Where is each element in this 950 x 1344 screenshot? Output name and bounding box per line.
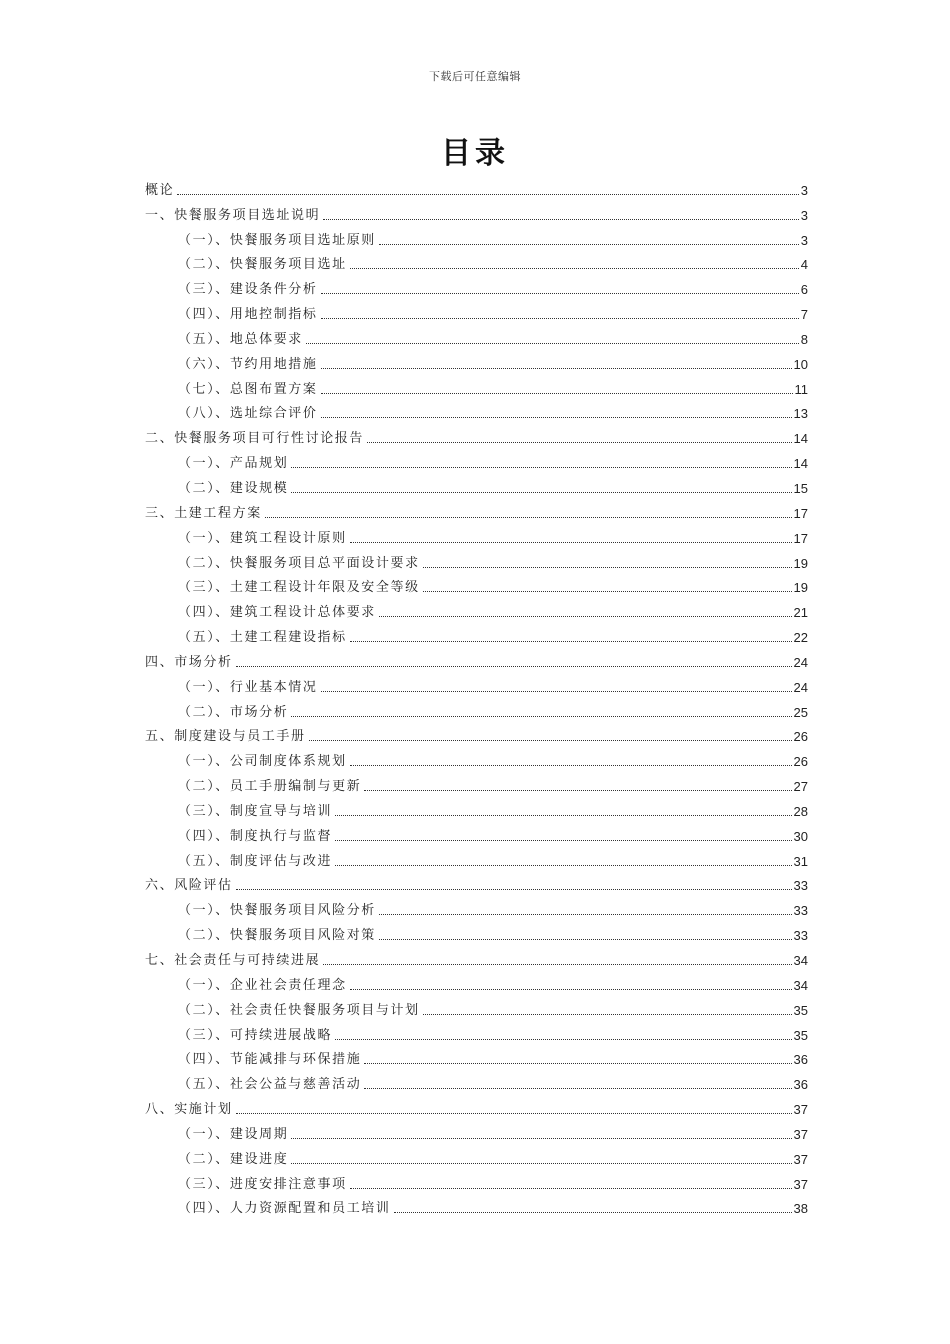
toc-entry[interactable] <box>145 299 808 324</box>
toc-entry[interactable] <box>145 895 808 920</box>
toc-entry-label: （二）、市场分析 <box>178 704 289 720</box>
toc-dot-leader <box>321 690 792 692</box>
toc-entry-label: （三）、土建工程设计年限及安全等级 <box>178 580 420 596</box>
toc-entry-page-number: 6 <box>800 282 808 298</box>
toc-entry-page-number: 25 <box>793 704 808 720</box>
toc-entry-page-number: 35 <box>793 1002 808 1018</box>
toc-entry-page-number: 37 <box>793 1102 808 1118</box>
toc-entry-label: （二）、建设进度 <box>178 1151 289 1167</box>
toc-entry[interactable] <box>145 697 808 722</box>
toc-entry[interactable] <box>145 399 808 424</box>
toc-dot-leader <box>379 913 792 915</box>
toc-entry[interactable] <box>145 1144 808 1169</box>
toc-dot-leader <box>177 193 799 195</box>
toc-dot-leader <box>321 416 792 418</box>
toc-entry-label: 五、制度建设与员工手册 <box>145 729 306 745</box>
toc-entry-label: （五）、土建工程建设指标 <box>178 630 347 646</box>
toc-entry-page-number: 19 <box>793 580 808 596</box>
toc-dot-leader <box>323 963 791 965</box>
toc-entry-label: 八、实施计划 <box>145 1102 233 1118</box>
toc-dot-leader <box>379 615 792 617</box>
toc-entry-label: （一）、公司制度体系规划 <box>178 754 347 770</box>
toc-entry-label: （五）、社会公益与慈善活动 <box>178 1077 362 1093</box>
toc-entry[interactable] <box>145 597 808 622</box>
toc-dot-leader <box>321 367 792 369</box>
toc-dot-leader <box>350 764 792 766</box>
toc-dot-leader <box>323 218 799 220</box>
toc-entry[interactable] <box>145 1194 808 1219</box>
toc-entry-label: （三）、可持续进展战略 <box>178 1027 333 1043</box>
toc-entry-page-number: 38 <box>793 1201 808 1217</box>
toc-dot-leader <box>291 1137 791 1139</box>
toc-entry-label: （二）、快餐服务项目风险对策 <box>178 928 376 944</box>
toc-entry[interactable] <box>145 523 808 548</box>
toc-entry[interactable] <box>145 672 808 697</box>
toc-dot-leader <box>291 491 791 493</box>
toc-entry[interactable] <box>145 771 808 796</box>
toc-dot-leader <box>350 541 792 543</box>
toc-entry-page-number: 31 <box>793 853 808 869</box>
toc-entry-page-number: 3 <box>800 232 808 248</box>
toc-entry-label: （一）、快餐服务项目风险分析 <box>178 903 376 919</box>
toc-dot-leader <box>350 988 792 990</box>
toc-entry-label: （二）、建设规模 <box>178 480 289 496</box>
toc-dot-leader <box>321 392 793 394</box>
toc-dot-leader <box>423 566 792 568</box>
toc-entry-label: （三）、建设条件分析 <box>178 282 318 298</box>
toc-entry-label: （四）、人力资源配置和员工培训 <box>178 1201 391 1217</box>
toc-entry-page-number: 11 <box>794 381 808 397</box>
toc-entry[interactable] <box>145 573 808 598</box>
toc-dot-leader <box>364 1062 791 1064</box>
toc-entry[interactable] <box>145 920 808 945</box>
toc-dot-leader <box>350 1187 792 1189</box>
toc-dot-leader <box>350 640 792 642</box>
toc-entry-label: （一）、快餐服务项目选址原则 <box>178 232 376 248</box>
toc-entry-page-number: 37 <box>793 1151 808 1167</box>
toc-entry[interactable] <box>145 871 808 896</box>
toc-entry[interactable] <box>145 374 808 399</box>
toc-entry-label: （六）、节约用地措施 <box>178 356 318 372</box>
toc-dot-leader <box>423 590 792 592</box>
toc-entry-page-number: 24 <box>793 654 808 670</box>
toc-entry-page-number: 26 <box>793 754 808 770</box>
toc-entry-label: （三）、制度宣导与培训 <box>178 803 333 819</box>
toc-entry-page-number: 4 <box>800 257 808 273</box>
toc-dot-leader <box>364 1087 791 1089</box>
toc-title: 目录 <box>441 136 509 171</box>
toc-entry[interactable] <box>145 498 808 523</box>
toc-entry-page-number: 14 <box>793 431 808 447</box>
toc-entry[interactable] <box>145 970 808 995</box>
toc-entry[interactable] <box>145 473 808 498</box>
toc-entry-label: 四、市场分析 <box>145 654 233 670</box>
toc-entry[interactable] <box>145 846 808 871</box>
toc-entry-page-number: 24 <box>793 679 808 695</box>
toc-entry[interactable] <box>145 1119 808 1144</box>
toc-dot-leader <box>306 342 799 344</box>
toc-entry-page-number: 26 <box>793 729 808 745</box>
toc-entry-page-number: 37 <box>793 1126 808 1142</box>
toc-entry-label: （一）、建筑工程设计原则 <box>178 530 347 546</box>
toc-dot-leader <box>379 243 799 245</box>
toc-entry[interactable] <box>145 1045 808 1070</box>
toc-dot-leader <box>335 839 791 841</box>
toc-entry-page-number: 35 <box>793 1027 808 1043</box>
toc-entry-label: （三）、进度安排注意事项 <box>178 1176 347 1192</box>
toc-entry-page-number: 34 <box>793 953 808 968</box>
toc-entry[interactable] <box>145 274 808 299</box>
toc-dot-leader <box>364 789 791 791</box>
toc-entry-label: 概论 <box>145 182 175 198</box>
toc-dot-leader <box>236 665 792 667</box>
toc-entry[interactable] <box>145 995 808 1020</box>
toc-entry-page-number: 33 <box>793 878 808 894</box>
toc-entry-page-number: 36 <box>793 1077 808 1093</box>
toc-entry-label: （五）、地总体要求 <box>178 331 303 347</box>
toc-entry[interactable] <box>145 722 808 747</box>
toc-entry-label: 二、快餐服务项目可行性讨论报告 <box>145 431 365 447</box>
toc-entry-page-number: 10 <box>793 356 808 372</box>
toc-entry-page-number: 34 <box>793 977 808 993</box>
toc-entry-label: （四）、建筑工程设计总体要求 <box>178 605 376 621</box>
toc-entry[interactable] <box>145 349 808 374</box>
toc-dot-leader <box>321 292 799 294</box>
toc-dot-leader <box>335 814 791 816</box>
toc-entry-page-number: 7 <box>800 307 808 323</box>
toc-dot-leader <box>394 1211 792 1213</box>
toc-entry[interactable] <box>145 1094 808 1119</box>
toc-entry-page-number: 21 <box>793 605 808 621</box>
toc-entry-page-number: 14 <box>793 456 808 472</box>
toc-entry-label: 七、社会责任与可持续进展 <box>145 953 321 968</box>
toc-entry[interactable] <box>145 1169 808 1194</box>
toc-dot-leader <box>291 715 791 717</box>
toc-entry-label: （四）、制度执行与监督 <box>178 828 333 844</box>
toc-entry-label: （一）、建设周期 <box>178 1126 289 1142</box>
toc-entry[interactable] <box>145 548 808 573</box>
toc-entry[interactable] <box>145 647 808 672</box>
toc-entry[interactable] <box>145 796 808 821</box>
toc-entry[interactable] <box>145 1069 808 1094</box>
toc-entry[interactable] <box>145 225 808 250</box>
toc-entry-page-number: 27 <box>793 779 808 795</box>
toc-dot-leader <box>335 1038 791 1040</box>
toc-entry-page-number: 33 <box>793 903 808 919</box>
toc-entry[interactable] <box>145 200 808 225</box>
toc-dot-leader <box>291 466 791 468</box>
toc-entry[interactable] <box>145 448 808 473</box>
toc-dot-leader <box>236 888 792 890</box>
toc-entry-page-number: 8 <box>800 331 808 347</box>
toc-entry-label: 一、快餐服务项目选址说明 <box>145 207 321 223</box>
table-of-contents <box>145 175 808 1218</box>
toc-entry-label: （二）、员工手册编制与更新 <box>178 779 362 795</box>
toc-dot-leader <box>423 1013 792 1015</box>
toc-entry-page-number: 28 <box>793 803 808 819</box>
toc-entry-page-number: 30 <box>793 828 808 844</box>
toc-dot-leader <box>291 1162 791 1164</box>
toc-entry[interactable] <box>145 821 808 846</box>
toc-entry[interactable] <box>145 945 808 970</box>
toc-entry[interactable] <box>145 1020 808 1045</box>
toc-entry[interactable] <box>145 250 808 275</box>
toc-dot-leader <box>309 739 792 741</box>
toc-entry-label: （四）、节能减排与环保措施 <box>178 1052 362 1068</box>
toc-dot-leader <box>367 441 792 443</box>
toc-entry-label: （二）、快餐服务项目总平面设计要求 <box>178 555 420 571</box>
toc-entry-label: （四）、用地控制指标 <box>178 307 318 323</box>
toc-entry[interactable] <box>145 324 808 349</box>
toc-entry-label: （二）、快餐服务项目选址 <box>178 257 347 273</box>
toc-entry-page-number: 22 <box>793 630 808 646</box>
toc-dot-leader <box>379 938 792 940</box>
toc-entry-label: （二）、社会责任快餐服务项目与计划 <box>178 1002 420 1018</box>
toc-dot-leader <box>236 1112 792 1114</box>
toc-entry-label: （七）、总图布置方案 <box>178 381 318 397</box>
toc-entry-page-number: 36 <box>793 1052 808 1068</box>
toc-entry[interactable] <box>145 622 808 647</box>
toc-dot-leader <box>350 267 799 269</box>
toc-entry-label: 六、风险评估 <box>145 878 233 894</box>
toc-entry-page-number: 3 <box>800 207 808 223</box>
toc-entry[interactable] <box>145 175 808 200</box>
toc-dot-leader <box>335 864 791 866</box>
toc-entry-label: （一）、行业基本情况 <box>178 679 318 695</box>
toc-entry-page-number: 19 <box>793 555 808 571</box>
toc-entry-page-number: 17 <box>793 530 808 546</box>
toc-entry-page-number: 3 <box>800 182 808 198</box>
toc-entry-page-number: 37 <box>793 1176 808 1192</box>
toc-entry[interactable] <box>145 746 808 771</box>
page-header-note: 下载后可任意编辑 <box>429 70 521 83</box>
toc-entry-label: （八）、选址综合评价 <box>178 406 318 422</box>
toc-entry-page-number: 15 <box>793 480 808 496</box>
toc-entry-label: （五）、制度评估与改进 <box>178 853 333 869</box>
toc-dot-leader <box>321 317 799 319</box>
toc-entry-page-number: 33 <box>793 928 808 944</box>
toc-entry-page-number: 13 <box>793 406 808 422</box>
toc-entry-label: （一）、产品规划 <box>178 456 289 472</box>
toc-entry-label: 三、土建工程方案 <box>145 505 262 521</box>
toc-entry-label: （一）、企业社会责任理念 <box>178 977 347 993</box>
toc-entry[interactable] <box>145 423 808 448</box>
toc-entry-page-number: 17 <box>793 505 808 521</box>
toc-dot-leader <box>265 516 792 518</box>
